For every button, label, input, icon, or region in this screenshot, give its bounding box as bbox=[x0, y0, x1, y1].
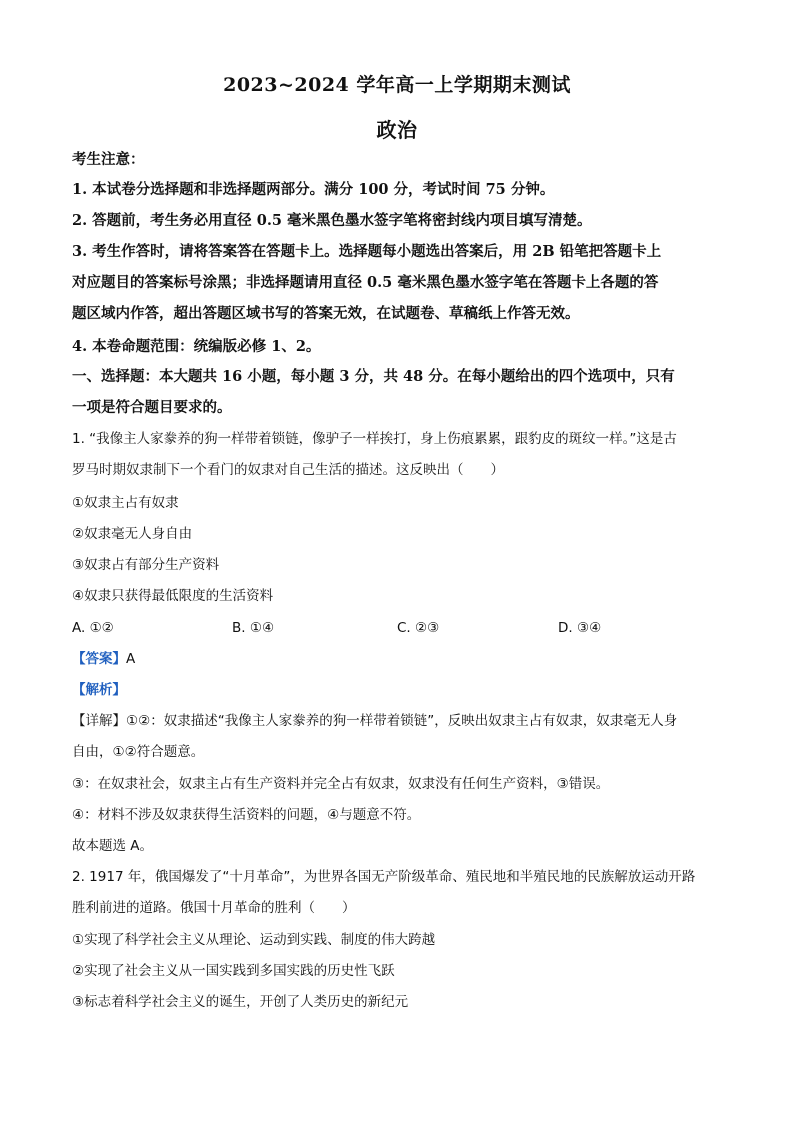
answer-value: A bbox=[126, 651, 136, 667]
analysis-tag: 【解析】 bbox=[72, 682, 126, 698]
q1-answer-line bbox=[72, 649, 722, 669]
q1-statement-2: ②奴隶毫无人身自由 bbox=[72, 526, 193, 542]
notice-heading: 考生注意： bbox=[72, 151, 145, 168]
q2-stem: 2. 1917 年，俄国爆发了“十月革命”，为世界各国无产阶级革命、殖民地和半殖民地的民族解放运动开路 bbox=[72, 869, 696, 885]
q1-option-a: A. ①② bbox=[72, 620, 114, 636]
q2-statement-1: ①实现了科学社会主义从理论、运动到实践、制度的伟大跨越 bbox=[72, 932, 436, 948]
q1-stem-cont: 罗马时期奴隶制下一个看门的奴隶对自己生活的描述。这反映出（ ） bbox=[72, 462, 504, 478]
section-heading: 一、选择题：本大题共 16 小题，每小题 3 分，共 48 分。在每小题给出的四个选项中，只有 bbox=[72, 368, 675, 385]
answer-tag: 【答案】 bbox=[72, 651, 126, 667]
notice-item-3: 3. 考生作答时，请将答案答在答题卡上。选择题每小题选出答案后，用 2B 铅笔把答题卡上 bbox=[72, 243, 662, 260]
notice-item-1: 1. 本试卷分选择题和非选择题两部分。满分 100 分，考试时间 75 分钟。 bbox=[72, 181, 555, 198]
notice-item-3-cont-1: 对应题目的答案标号涂黑；非选择题请用直径 0.5 毫米黑色墨水签字笔在答题卡上各题的答 bbox=[72, 274, 659, 291]
q2-statement-2: ②实现了社会主义从一国实践到多国实践的历史性飞跃 bbox=[72, 963, 395, 979]
exam-title: 2023~2024 学年高一上学期期末测试 bbox=[223, 74, 571, 96]
q1-detail-3: ③：在奴隶社会，奴隶主占有生产资料并完全占有奴隶，奴隶没有任何生产资料，③错误。 bbox=[72, 776, 610, 792]
notice-item-2: 2. 答题前，考生务必用直径 0.5 毫米黑色墨水签字笔将密封线内项目填写清楚。 bbox=[72, 212, 592, 229]
q1-conclusion: 故本题选 A。 bbox=[72, 838, 154, 854]
q1-detail-cont: 自由，①②符合题意。 bbox=[72, 744, 205, 760]
notice-item-4: 4. 本卷命题范围：统编版必修 1、2。 bbox=[72, 338, 321, 355]
subject-title: 政治 bbox=[376, 118, 418, 142]
notice-item-3-cont-2: 题区域内作答，超出答题区域书写的答案无效，在试题卷、草稿纸上作答无效。 bbox=[72, 305, 580, 322]
section-heading-cont: 一项是符合题目要求的。 bbox=[72, 399, 232, 416]
q2-statement-3: ③标志着科学社会主义的诞生，开创了人类历史的新纪元 bbox=[72, 994, 409, 1010]
detail-text: ①②：奴隶描述“我像主人家豢养的狗一样带着锁链”，反映出奴隶主占有奴隶，奴隶毫无人身 bbox=[126, 713, 678, 729]
q1-stem: 1. “我像主人家豢养的狗一样带着锁链，像驴子一样挨打，身上伤痕累累，跟豹皮的斑纹一样。”这是古 bbox=[72, 431, 677, 447]
q1-option-b: B. ①④ bbox=[232, 620, 275, 636]
q1-statement-3: ③奴隶占有部分生产资料 bbox=[72, 557, 220, 573]
q1-statement-1: ①奴隶主占有奴隶 bbox=[72, 495, 179, 511]
q1-statement-4: ④奴隶只获得最低限度的生活资料 bbox=[72, 588, 274, 604]
q1-detail-4: ④：材料不涉及奴隶获得生活资料的问题，④与题意不符。 bbox=[72, 807, 421, 823]
q1-option-c: C. ②③ bbox=[397, 620, 440, 636]
q1-detail-line bbox=[72, 711, 722, 731]
q2-stem-cont: 胜利前进的道路。俄国十月革命的胜利（ ） bbox=[72, 900, 356, 916]
q1-analysis-line bbox=[72, 680, 722, 700]
detail-tag: 【详解】 bbox=[72, 713, 126, 729]
q1-options bbox=[72, 618, 722, 638]
q1-option-d: D. ③④ bbox=[558, 620, 602, 636]
